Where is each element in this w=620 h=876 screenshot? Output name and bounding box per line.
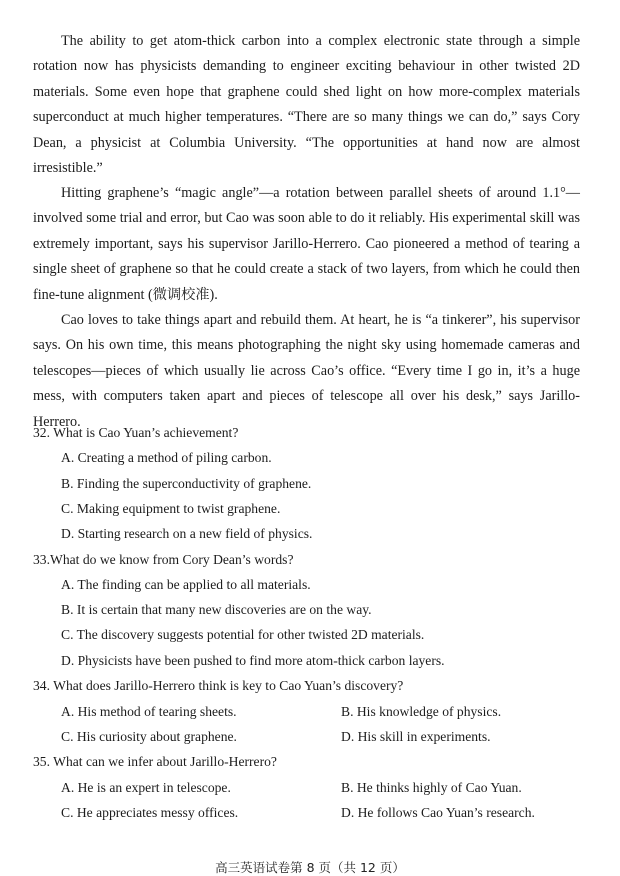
question-34-option-a[interactable]: A. His method of tearing sheets. — [61, 704, 237, 719]
question-34-stem: 34. What does Jarillo-Herrero think is key to Cao Yuan’s discovery? — [33, 678, 404, 693]
question-35-option-c[interactable]: C. He appreciates messy offices. — [61, 805, 239, 820]
question-33-stem: 33.What do we know from Cory Dean’s words? — [33, 552, 294, 567]
question-33-option-a[interactable]: A. The finding can be applied to all materials. — [61, 577, 311, 592]
question-35-stem: 35. What can we infer about Jarillo-Herrero? — [33, 754, 277, 769]
question-32-option-d[interactable]: D. Starting research on a new field of physics. — [61, 526, 313, 541]
question-33-option-b[interactable]: B. It is certain that many new discoveries are on the way. — [61, 602, 372, 617]
passage-paragraph-3: Cao loves to take things apart and rebuild them. At heart, he is “a tinkerer”, his supervisor says. On his own time, this means photographing the night sky using homemade cameras and telescopes—pieces of which usually lie across Cao’s office. “Every time I go in, it’s a huge mess, with computers taken apart and pieces of telescope all over his desk,” says Jarillo-Herrero. — [33, 312, 580, 430]
question-35-option-b[interactable]: B. He thinks highly of Cao Yuan. — [341, 780, 522, 795]
question-34-option-d[interactable]: D. His skill in experiments. — [341, 729, 491, 744]
question-32-option-b[interactable]: B. Finding the superconductivity of graphene. — [61, 476, 312, 491]
question-34-option-c[interactable]: C. His curiosity about graphene. — [61, 729, 237, 744]
question-35-option-d[interactable]: D. He follows Cao Yuan’s research. — [341, 805, 535, 820]
question-34-option-b[interactable]: B. His knowledge of physics. — [341, 704, 502, 719]
page-footer: 高三英语试卷第 8 页（共 12 页） — [215, 860, 405, 875]
question-32-option-a[interactable]: A. Creating a method of piling carbon. — [61, 450, 272, 465]
question-35-option-a[interactable]: A. He is an expert in telescope. — [61, 780, 231, 795]
question-32-option-c[interactable]: C. Making equipment to twist graphene. — [61, 501, 281, 516]
passage-paragraph-1: The ability to get atom-thick carbon into a complex electronic state through a simple rotation now has physicists demanding to engineer exciting behaviour in other twisted 2D materials. Some even hope that graphene could shed light on how more-complex materials superconduct at much higher temperatures. “There are so many things we can do,” says Cory Dean, a physicist at Columbia University. “The opportunities at hand now are almost irresistible.” — [33, 33, 580, 177]
passage-paragraph-2: Hitting graphene’s “magic angle”—a rotation between parallel sheets of around 1.1°—involved some trial and error, but Cao was soon able to do it reliably. His experimental skill was extremely important, says his supervisor Jarillo-Herrero. Cao pioneered a method of tearing a single sheet of graphene so that he could create a stack of two layers, from which he could then fine-tune alignment (微调校准). — [33, 185, 580, 303]
question-33-option-d[interactable]: D. Physicists have been pushed to find more atom-thick carbon layers. — [61, 653, 445, 668]
question-32-stem: 32. What is Cao Yuan’s achievement? — [33, 425, 239, 440]
question-33-option-c[interactable]: C. The discovery suggests potential for other twisted 2D materials. — [61, 627, 425, 642]
